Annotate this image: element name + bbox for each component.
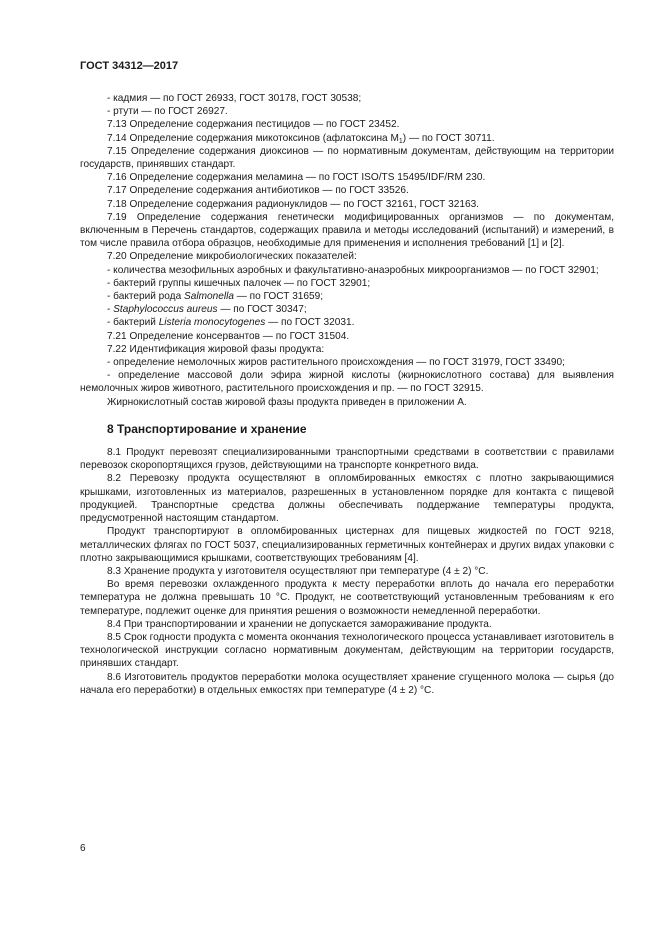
organism-name: Listeria monocytogenes: [158, 317, 266, 329]
page-body: [80, 92, 614, 697]
list-item-tail: — по ГОСТ 32031.: [265, 317, 355, 329]
clause-7-21: 7.21 Определение консервантов — по ГОСТ 31504.: [107, 330, 350, 342]
document-header: ГОСТ 34312—2017: [80, 60, 179, 72]
page-number: 6: [80, 843, 86, 854]
paragraph: Жирнокислотный состав жировой фазы продукта приведен в приложении А.: [107, 396, 467, 408]
organism-name: Salmonella: [184, 291, 234, 303]
list-item: - кадмия — по ГОСТ 26933, ГОСТ 30178, ГОСТ 30538;: [107, 93, 362, 104]
list-item: - определение немолочных жиров растительного происхождения — по ГОСТ 31979, ГОСТ 33490;: [107, 357, 565, 369]
clause-8-5: 8.5 Срок годности продукта с момента окончания технологического процесса устанавливает изготовитель в технологической инструкции согласно нормативным документам, действующим на территории государств, принявших стандарт.: [80, 631, 614, 670]
list-item-text: - бактерий рода: [107, 291, 184, 303]
list-item: [80, 316, 614, 329]
list-item-text: -: [107, 304, 114, 316]
list-item: - ртути — по ГОСТ 26927.: [107, 106, 228, 118]
clause-8-1: 8.1 Продукт перевозят специализированными транспортными средствами в соответствии с правилами перевозок скоропортящихся грузов, действующими на транспорте конкретного вида.: [80, 447, 614, 472]
section-heading: 8 Транспортирование и хранение: [107, 421, 307, 436]
clause-7-14-text: 7.14 Определение содержания микотоксинов (афлатоксина М: [107, 132, 399, 144]
clause-7-19: 7.19 Определение содержания генетически модифицированных организмов — по документам, включенным в Перечень стандартов, содержащих правила и методы исследований (испытаний) и измерений, в том числе правила отбора образцов, необходимые для применения и исполнения требований [1] и [2].: [80, 211, 614, 250]
list-item: - бактерий группы кишечных палочек — по ГОСТ 32901;: [107, 277, 371, 289]
paragraph: Во время перевозки охлажденного продукта к месту переработки вплоть до начала его переработки температура не должна превышать 10 °С. Продукт, не соответствующий установленным требованиям к его температуре, подлежит оценке для принятия решения о возможности немедленной переработки.: [80, 579, 614, 617]
clause-7-16: 7.16 Определение содержания меламина — по ГОСТ ISO/TS 15495/IDF/RM 230.: [107, 172, 486, 184]
clause-7-18: 7.18 Определение содержания радионуклидов — по ГОСТ 32161, ГОСТ 32163.: [107, 198, 479, 210]
list-item-tail: — по ГОСТ 31659;: [233, 291, 324, 303]
clause-7-14-subscript: 1: [398, 137, 403, 145]
clause-7-14: [80, 132, 614, 145]
clause-7-20: 7.20 Определение микробиологических показателей:: [107, 251, 357, 263]
clause-8-6: 8.6 Изготовитель продуктов переработки молока осуществляет хранение сгущенного молока — сырья (до начала его переработки) в отдельных емкостях при температуре (4 ± 2) °С.: [80, 671, 614, 696]
list-item: [80, 303, 614, 316]
clause-8-3: 8.3 Хранение продукта у изготовителя осуществляют при температуре (4 ± 2) °С.: [107, 565, 489, 577]
clause-7-14-tail: ) — по ГОСТ 30711.: [402, 132, 495, 144]
clause-7-22: 7.22 Идентификация жировой фазы продукта:: [107, 343, 325, 355]
list-item: - количества мезофильных аэробных и факультативно-анаэробных микроорганизмов — по ГОСТ 32901;: [107, 264, 599, 276]
list-item-text: - бактерий: [107, 317, 159, 329]
list-item: - определение массовой доли эфира жирной кислоты (жирнокислотного состава) для выявления немолочных жиров животного, растительного происхождения и пр. — по ГОСТ 32915.: [80, 370, 614, 395]
clause-8-2: 8.2 Перевозку продукта осуществляют в опломбированных емкостях с плотно закрывающимися крышками, изготовленных из материалов, разрешенных в установленном порядке для контакта с пищевой продукцией. Транспортные средства должны обеспечивать поддержание температуры продукта, предусмотренной настоящим стандартом.: [80, 473, 614, 525]
list-item-tail: — по ГОСТ 30347;: [217, 304, 307, 316]
list-item: [80, 290, 614, 303]
clause-7-17: 7.17 Определение содержания антибиотиков — по ГОСТ 33526.: [107, 185, 409, 197]
organism-name: Staphylococcus aureus: [113, 304, 218, 316]
clause-7-13: 7.13 Определение содержания пестицидов — по ГОСТ 23452.: [107, 119, 400, 131]
clause-7-15: 7.15 Определение содержания диоксинов — по нормативным документам, действующим на территории государств, принявших стандарт.: [80, 145, 614, 171]
paragraph: Продукт транспортируют в опломбированных цистернах для пищевых жидкостей по ГОСТ 9218, металлических флягах по ГОСТ 5037, специализированных герметичных контейнерах и других видах упаковки с плотно закрывающимися крышками, соответствующих требованиям [4].: [80, 526, 614, 564]
clause-8-4: 8.4 При транспортировании и хранении не допускается замораживание продукта.: [107, 618, 492, 630]
